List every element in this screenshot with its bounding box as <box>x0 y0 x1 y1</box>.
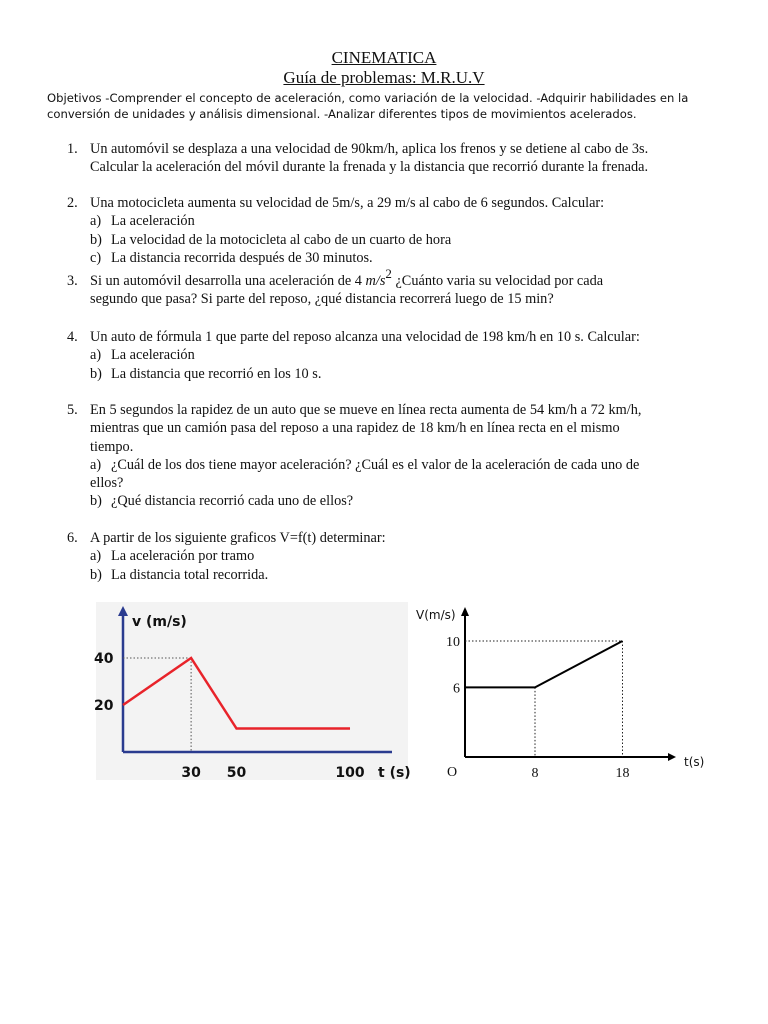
sub-text: La aceleración <box>111 213 195 230</box>
page-title: CINEMATICA <box>331 48 437 67</box>
sub-letter: a) <box>90 456 102 473</box>
unit-math: m/s <box>365 273 386 289</box>
sub-letter: c) <box>90 249 102 266</box>
problem-text-part: Si un automóvil desarrolla una aceleración de 4 <box>90 273 366 289</box>
problem-text-part: ¿Cuánto varia su velocidad por cada <box>391 273 604 289</box>
problem-text: Un automóvil se desplaza a una velocidad de 90km/h, aplica los frenos y se detiene al cabo de 3s. <box>90 141 649 157</box>
y-tick-label: 20 <box>94 698 114 714</box>
x-axis-label: t (s) <box>378 765 411 781</box>
problem-text: En 5 segundos la rapidez de un auto que se mueve en línea recta aumenta de 54 km/h a 72 km/h, <box>90 402 642 418</box>
problem-text: Un auto de fórmula 1 que parte del reposo alcanza una velocidad de 198 km/h en 10 s. Calcular: <box>90 329 640 345</box>
sub-text: ¿Cuál de los dos tiene mayor aceleración? ¿Cuál es el valor de la aceleración de cada uno de <box>111 456 640 473</box>
sub-text: La distancia que recorrió en los 10 s. <box>111 365 322 382</box>
x-tick-label: 8 <box>531 766 539 781</box>
objectives-line: conversión de unidades y análisis dimensional. -Analizar diferentes tipos de movimientos acelerados. <box>47 107 637 121</box>
sub-text: La distancia recorrida después de 30 minutos. <box>111 249 373 266</box>
problem-text: tiempo. <box>90 438 134 455</box>
problem-text: segundo que pasa? Si parte del reposo, ¿qué distancia recorrerá luego de 15 min? <box>90 291 554 308</box>
x-tick-label: 100 <box>335 765 365 781</box>
sub-text: La velocidad de la motocicleta al cabo de un cuarto de hora <box>111 231 452 248</box>
problem-number: 1. <box>67 141 78 157</box>
problem-number: 4. <box>67 329 78 345</box>
x-axis-label: t(s) <box>684 755 705 769</box>
series-line-v <box>465 641 623 687</box>
problem-number: 3. <box>67 273 78 289</box>
y-axis-arrow <box>461 607 469 616</box>
x-tick-label: 18 <box>615 766 630 781</box>
y-tick-label: 6 <box>453 681 460 697</box>
sub-letter: a) <box>90 548 102 565</box>
x-axis-arrow <box>668 753 676 761</box>
origin-label: O <box>447 765 458 780</box>
problem-number: 6. <box>67 530 78 546</box>
sub-letter: b) <box>90 365 102 382</box>
sub-text: La distancia total recorrida. <box>111 566 269 583</box>
sub-letter: b) <box>90 493 102 510</box>
y-axis-label: v (m/s) <box>132 614 187 630</box>
sub-letter: b) <box>90 231 102 248</box>
sub-letter: b) <box>90 566 102 583</box>
sub-text: ¿Qué distancia recorrió cada uno de ellos? <box>111 493 354 510</box>
problem-text: Calcular la aceleración del móvil durante la frenada y la distancia que recorrió durante la frenada. <box>90 159 649 176</box>
y-tick-label: 10 <box>446 635 460 650</box>
sub-letter: a) <box>90 213 102 230</box>
y-axis-label: V(m/s) <box>416 608 456 622</box>
sub-text: La aceleración <box>111 347 195 364</box>
sub-letter: a) <box>90 347 102 364</box>
problem-text: A partir de los siguiente graficos V=f(t) determinar: <box>90 530 386 546</box>
problem-text: Una motocicleta aumenta su velocidad de 5m/s, a 29 m/s al cabo de 6 segundos. Calcular: <box>90 195 605 211</box>
objectives-line: Objetivos -Comprender el concepto de aceleración, como variación de la velocidad. -Adquirir habilidades en la <box>47 91 689 105</box>
page-subtitle: Guía de problemas: M.R.U.V <box>283 68 485 87</box>
x-tick-label: 50 <box>226 765 247 781</box>
x-tick-label: 30 <box>181 765 201 781</box>
sub-text: ellos? <box>90 475 124 492</box>
problem-number: 5. <box>67 402 78 418</box>
problem-text: mientras que un camión pasa del reposo a una rapidez de 18 km/h en línea recta en el mismo <box>90 420 620 437</box>
sub-text: La aceleración por tramo <box>111 548 255 565</box>
problem-number: 2. <box>67 195 78 211</box>
y-tick-label: 40 <box>94 651 114 667</box>
unit-exponent: 2 <box>385 266 392 281</box>
